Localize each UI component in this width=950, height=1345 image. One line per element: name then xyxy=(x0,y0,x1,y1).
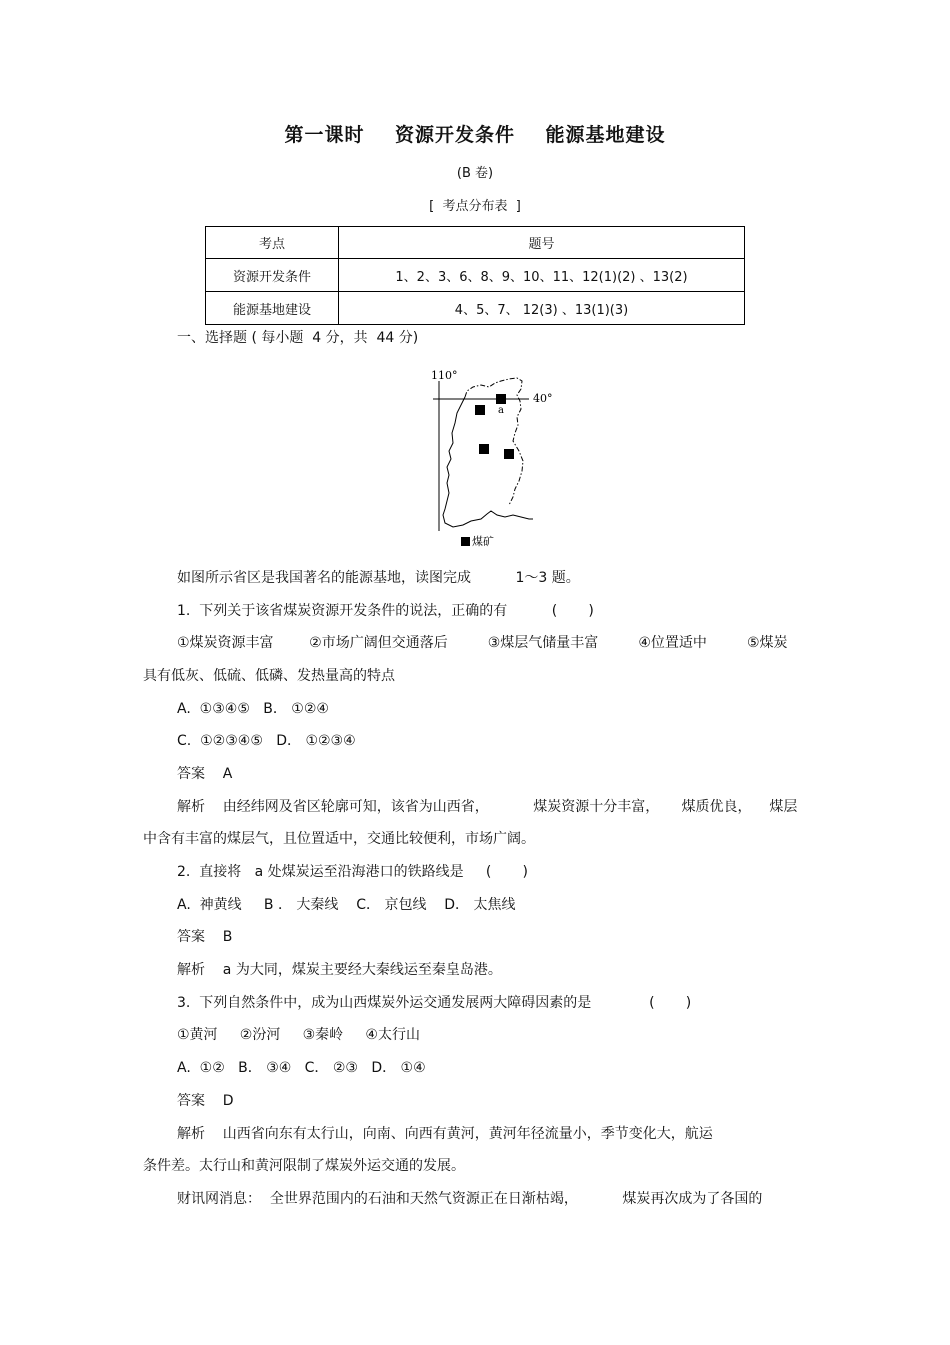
question-1-answer: 答案 A xyxy=(177,766,233,782)
question-2-stem: 2. 直接将 a 处煤炭运至沿海港口的铁路线是 ( ) xyxy=(177,864,528,880)
table-cell: 资源开发条件 xyxy=(206,259,339,292)
legend-coal-mine-icon xyxy=(461,537,470,546)
question-3-stem: 3. 下列自然条件中，成为山西煤炭外运交通发展两大障碍因素的是 ( ) xyxy=(177,995,692,1011)
question-2-analysis: 解析 a 为大同，煤炭主要经大秦线运至秦皇岛港。 xyxy=(177,962,502,978)
page-title: 第一课时 资源开发条件 能源基地建设 xyxy=(284,124,666,146)
question-2-answer: 答案 B xyxy=(177,929,233,945)
point-a-label: a xyxy=(498,405,504,416)
latitude-label: 40° xyxy=(533,392,553,405)
table-cell: 能源基地建设 xyxy=(206,292,339,325)
question-1-options: ①煤炭资源丰富 ②市场广阔但交通落后 ③煤层气储量丰富 ④位置适中 ⑤煤炭 xyxy=(177,635,788,651)
question-3-options: ①黄河 ②汾河 ③秦岭 ④太行山 xyxy=(177,1027,420,1043)
province-map xyxy=(425,363,565,553)
distribution-table xyxy=(205,226,745,325)
table-header-row xyxy=(206,227,745,259)
longitude-label: 110° xyxy=(431,369,458,382)
table-cell: 1、2、3、6、8、9、10、11、12(1)(2) 、13(2) xyxy=(339,259,745,292)
table-header-cell: 考点 xyxy=(206,227,339,259)
question-2-choices: A. 神黄线 B ． 大秦线 C． 京包线 D． 太焦线 xyxy=(177,897,516,913)
news-paragraph: 财讯网消息： 全世界范围内的石油和天然气资源正在日渐枯竭， 煤炭再次成为了各国的 xyxy=(177,1191,763,1207)
question-3-analysis-cont: 条件差。太行山和黄河限制了煤炭外运交通的发展。 xyxy=(143,1158,465,1174)
coal-mine-marker xyxy=(479,444,489,454)
question-1-analysis-cont: 中含有丰富的煤层气，且位置适中，交通比较便利，市场广阔。 xyxy=(143,831,535,847)
table-row xyxy=(206,259,745,292)
question-1-analysis: 解析 由经纬网及省区轮廓可知，该省为山西省， 煤炭资源十分丰富， 煤质优良， 煤层 xyxy=(177,799,798,815)
yellow-river-boundary xyxy=(443,397,533,527)
question-1-stem: 1. 下列关于该省煤炭资源开发条件的说法，正确的有 ( ) xyxy=(177,603,594,619)
section-heading: 一、选择题 ( 每小题 4 分，共 44 分) xyxy=(177,330,419,346)
coal-mine-marker xyxy=(504,449,514,459)
question-1-choices-ab: A. ①③④⑤ B． ①②④ xyxy=(177,701,329,717)
table-header-cell: 题号 xyxy=(339,227,745,259)
question-1-choices-cd: C. ①②③④⑤ D． ①②③④ xyxy=(177,733,356,749)
coal-mine-marker xyxy=(496,394,506,404)
intro-text: 如图所示省区是我国著名的能源基地，读图完成 1～3 题。 xyxy=(177,570,580,586)
question-3-answer: 答案 D xyxy=(177,1093,234,1109)
legend-label: 煤矿 xyxy=(472,535,494,548)
question-1-options-cont: 具有低灰、低硫、低磷、发热量高的特点 xyxy=(143,668,395,684)
province-border xyxy=(465,378,523,505)
table-row xyxy=(206,292,745,325)
table-caption: [ 考点分布表 ] xyxy=(429,199,521,214)
table-cell: 4、5、7、 12(3) 、13(1)(3) xyxy=(339,292,745,325)
question-3-analysis: 解析 山西省向东有太行山，向南、向西有黄河，黄河年径流量小，季节变化大，航运 xyxy=(177,1126,713,1142)
paper-version: (B 卷) xyxy=(456,166,494,181)
coal-mine-marker xyxy=(475,405,485,415)
question-3-choices: A. ①② B． ③④ C． ②③ D． ①④ xyxy=(177,1060,426,1076)
